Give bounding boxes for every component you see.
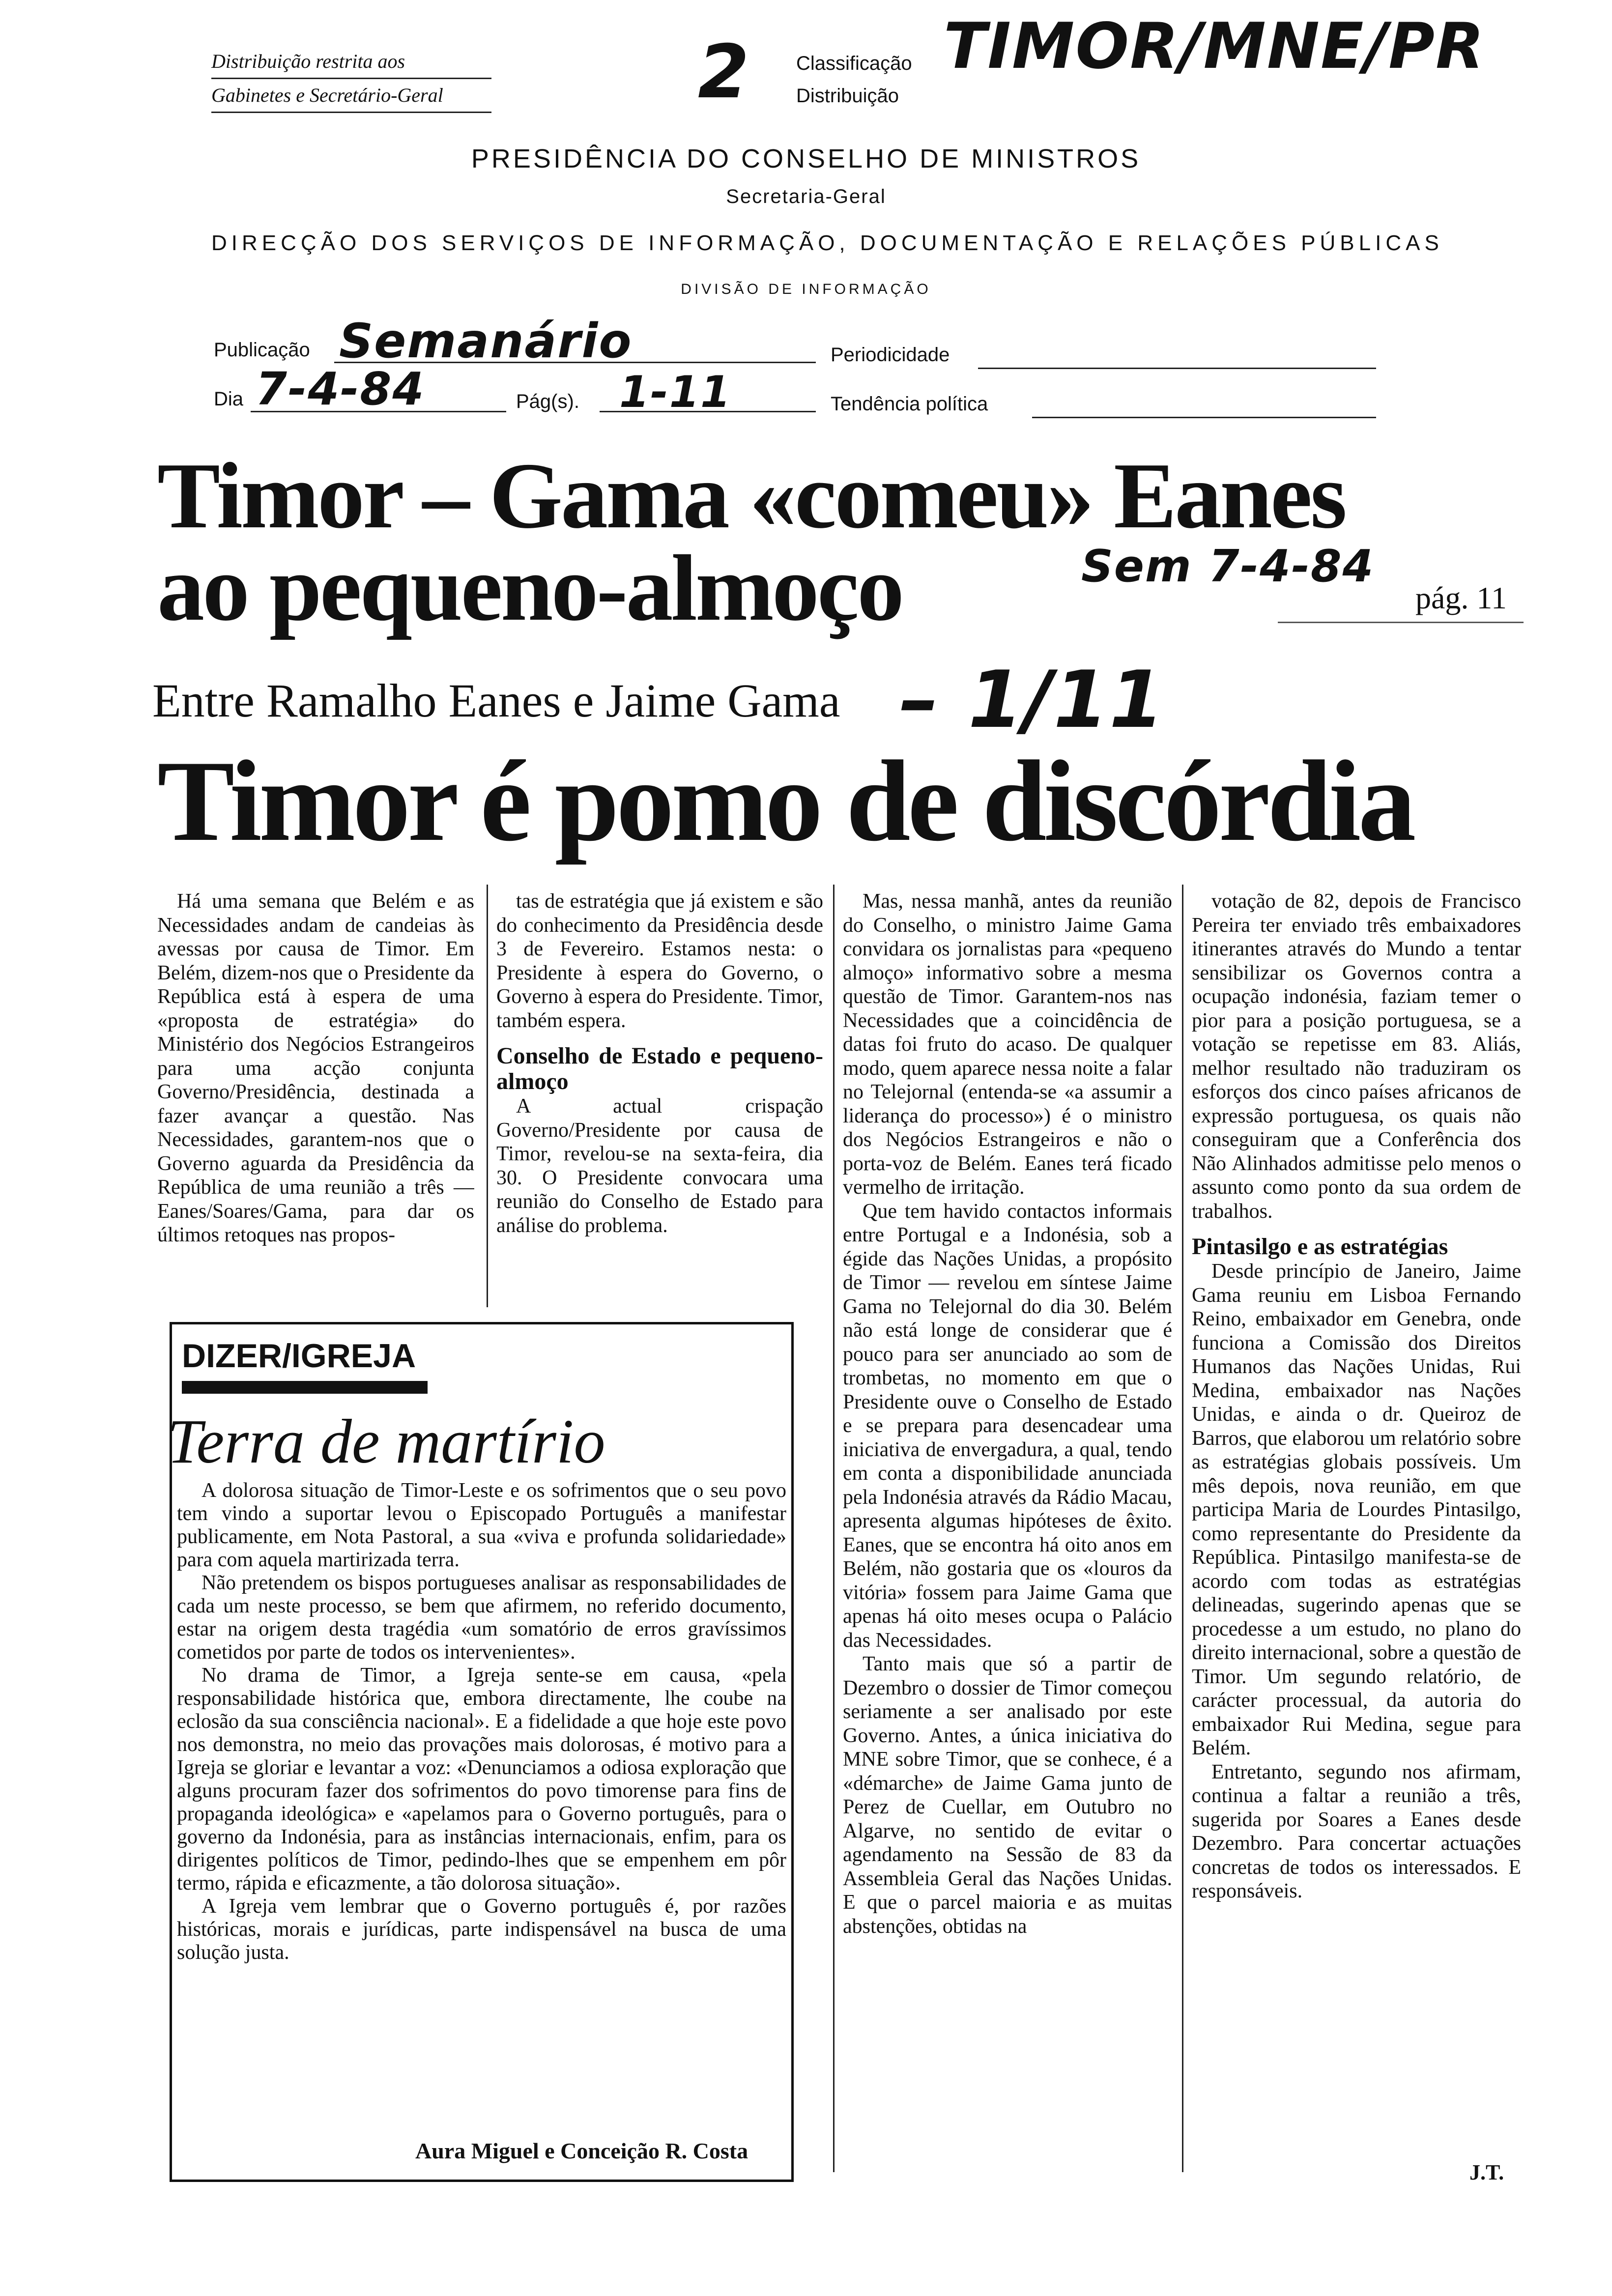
classification-labels	[796, 47, 912, 112]
article-paragraph: A actual crispação Governo/Presidente por causa de Timor, revelou-se na sexta-feira, dia 30. O Presidente convocara uma reunião do Conselho de Estado para análise do problema.	[496, 1095, 823, 1237]
article-paragraph: Tanto mais que só a partir de Dezembro o dossier de Timor começou seriamente a ser analisado por este Governo. Antes, a única iniciativa do MNE sobre Timor, que se conhece, é a «démarche» de Jaime Gama junto de Perez de Cuellar, em Outubro no Algarve, no sentido de evitar o agendamento na Sessão de 83 da Assembleia Geral das Nações Unidas. E que o parcel maioria e as muitas abstenções, obtidas na	[843, 1653, 1172, 1938]
distribuicao-label: Distribuição	[796, 85, 899, 107]
article-subhead: Conselho de Estado e pequeno-almoço	[496, 1043, 823, 1094]
page-reference: pág. 11	[1415, 580, 1507, 615]
handwritten-number: 2	[698, 29, 750, 115]
tendencia-field	[1032, 397, 1376, 418]
article-paragraph: Há uma semana que Belém e as Necessidades andam de candeias às avessas por causa de Timor. Em Belém, dizem-nos que o Presidente da República está à espera de uma «proposta de estratégia» do Ministério dos Negócios Estrangeiros para uma acção conjunta Governo/Presidência, destinada a fazer avançar a questão. Nas Necessidades, garantem-nos que o Governo aguarda da Presidência da República de uma reunião a três — Eanes/Soares/Gama, para dar os últimos retoques nas propos-	[157, 890, 474, 1246]
article-subhead: Pintasilgo e as estratégias	[1192, 1234, 1448, 1260]
box-title: Terra de martírio	[167, 1406, 605, 1476]
secretaria-heading: Secretaria-Geral	[726, 186, 886, 207]
front-headline-line2: ao pequeno-almoço	[157, 536, 902, 640]
box-paragraph: Não pretendem os bispos portugueses analisar as responsabilidades de cada um neste processo, se bem que afirmem, no referido documento, estar na origem desta tragédia «um somatório de erros gravíssimos cometidos por parte de todos os intervenientes».	[177, 1572, 786, 1664]
article-paragraph: Mas, nessa manhã, antes da reunião do Conselho, o ministro Jaime Gama convidara os jornalistas para «pequeno almoço» informativo sobre a mesma questão de Timor. Garantem-nos nas Necessidades que a coincidência de datas foi fruto do acaso. De qualquer modo, quem aparece nessa noite a falar no Telejornal (entenda-se «a assumir a liderança do processo») é o ministro dos Negócios Estrangeiros e não o porta-voz de Belém. Eanes terá ficado vermelho de irritação.	[843, 890, 1172, 1199]
classificacao-label: Classificação	[796, 53, 912, 74]
article-paragraph: Entretanto, segundo nos afirmam, continua a faltar a reunião a três, sugerida por Soares a Eanes desde Dezembro. Para concertar actuações concretas de todos os interessados. E responsáveis.	[1192, 1760, 1521, 1902]
article-headline: Timor é pomo de discórdia	[157, 737, 1413, 865]
periodicidade-field	[978, 348, 1376, 369]
distribution-note-line2: Gabinetes e Secretário-Geral	[211, 79, 491, 113]
box-label: DIZER/IGREJA	[182, 1337, 416, 1375]
box-paragraph: A dolorosa situação de Timor-Leste e os sofrimentos que o seu povo tem vindo a suportar levou o Episcopado Português a manifestar publicamente, em Nota Pastoral, a sua «viva e profunda solidariedade» para com aquela martirizada terra.	[177, 1479, 786, 1571]
publicacao-label: Publicação	[214, 339, 310, 361]
publicacao-field	[334, 314, 816, 369]
divisao-heading: DIVISÃO DE INFORMAÇÃO	[681, 281, 931, 297]
article-column-2	[496, 890, 823, 1237]
tendencia-label: Tendência política	[831, 393, 988, 415]
box-body	[177, 1479, 786, 1964]
pags-field	[600, 367, 816, 417]
article-paragraph: Desde princípio de Janeiro, Jaime Gama reuniu em Lisboa Fernando Reino, embaixador em Genebra, onde funciona a Comissão dos Direitos Humanos das Nações Unidas, Rui Medina, embaixador nas Nações Unidas, e ainda o dr. Queiroz de Barros, que elaborou um relatório sobre as estratégias globais possíveis. Um mês depois, nova reunião, em que participa Maria de Lourdes Pintasilgo, como representante do Presidente da República. Pintasilgo manifesta-se de acordo com todas as estratégias delineadas, sugerindo apenas que se procedesse a um estudo, no plano do direito internacional, sobre a questão de Timor. Um segundo relatório, de carácter processual, da autoria do embaixador Rui Medina, segue para Belém.	[1192, 1260, 1521, 1759]
article-column-3	[843, 890, 1172, 2177]
article-paragraph: votação de 82, depois de Francisco Pereira ter enviado três embaixadores itinerantes através do Mundo a tentar sensibilizar os Governos contra a ocupação indonésia, faziam temer o pior para a posição portuguesa, se a votação se repetisse em 83. Aliás, melhor resultado não traduziram os esforços dos cinco países africanos de expressão portuguesa, os quais não conseguiram que a Conferência dos Não Alinhados admitisse pelo menos o assunto como ponto da sua ordem de trabalhos.	[1192, 890, 1521, 1223]
distribution-note	[211, 45, 491, 113]
article-paragraph: Que tem havido contactos informais entre Portugal e a Indonésia, sob a égide das Nações Unidas, a propósito de Timor — revelou em síntese Jaime Gama no Telejornal do dia 30. Belém não está longe de considerar que é pouco para ser anunciado ao som de trombetas, no momento em que o Presidente ouve o Conselho de Estado e se prepara para desencadear uma iniciativa de envergadura, a qual, tendo em conta a disponibilidade anunciada pela Indonésia através da Rádio Macau, apresenta algumas hipóteses de êxito. Eanes, que se encontra há oito anos em Belém, não gostaria que os «louros da vitória» fossem para Jaime Gama que apenas há oito meses ocupa o Palácio das Necessidades.	[843, 1200, 1172, 1652]
dia-value: 7-4-84	[256, 363, 425, 415]
front-handwritten-note: Sem 7-4-84	[1081, 541, 1375, 592]
dia-label: Dia	[214, 388, 244, 410]
publicacao-value: Semanário	[339, 314, 633, 369]
direccao-heading: DIRECÇÃO DOS SERVIÇOS DE INFORMAÇÃO, DOCUMENTAÇÃO E RELAÇÕES PÚBLICAS	[211, 231, 1443, 255]
article-paragraph: tas de estratégia que já existem e são do conhecimento da Presidência desde 3 de Fevereiro. Estamos nesta: o Presidente à espera do Governo, o Governo à espera do Presidente. Timor, também espera.	[496, 890, 823, 1032]
column-rule	[487, 885, 488, 1307]
front-headline-line1: Timor – Gama «comeu» Eanes	[157, 443, 1345, 548]
pags-label: Pág(s).	[516, 391, 579, 412]
dia-field	[251, 363, 506, 415]
divider	[1278, 622, 1524, 623]
article-kicker-handwritten: – 1/11	[899, 654, 1165, 746]
article-column-4	[1192, 890, 1521, 2167]
box-label-bar	[182, 1381, 428, 1394]
column-rule	[833, 885, 835, 2172]
presidencia-heading: PRESIDÊNCIA DO CONSELHO DE MINISTROS	[471, 144, 1141, 173]
article-column-1	[157, 890, 474, 1312]
box-paragraph: No drama de Timor, a Igreja sente-se em causa, «pela responsabilidade histórica que, embora directamente, lhe coube na eclosão da sua consciência nacional». E a fidelidade a que hoje este povo nos demonstra, no meio das provações mais dolorosas, é motivo para a Igreja se gloriar e levantar a voz: «Denunciamos a odiosa exploração que alguns procuram fazer dos sofrimentos do povo timorense para fins de propaganda ideológica» e «apelamos para o Governo português, para o governo da Indonésia, para as instâncias internacionais, enfim, para os dirigentes políticos de Timor, pedindo-lhes que se empenhem em pôr termo, rápida e eficazmente, a tão dolorosa situação».	[177, 1664, 786, 1894]
box-signature: Aura Miguel e Conceição R. Costa	[415, 2138, 748, 2163]
classification-handwritten: TIMOR/MNE/PR	[944, 10, 1485, 83]
distribution-note-line1: Distribuição restrita aos	[211, 45, 491, 79]
box-paragraph: A Igreja vem lembrar que o Governo português é, por razões históricas, morais e jurídicas, parte indispensável na busca de uma solução justa.	[177, 1895, 786, 1964]
column-rule	[1182, 885, 1183, 2172]
article-initials: J.T.	[1469, 2160, 1504, 2184]
article-kicker: Entre Ramalho Eanes e Jaime Gama	[152, 674, 840, 727]
pags-value: 1-11	[619, 367, 732, 417]
periodicidade-label: Periodicidade	[831, 344, 950, 366]
